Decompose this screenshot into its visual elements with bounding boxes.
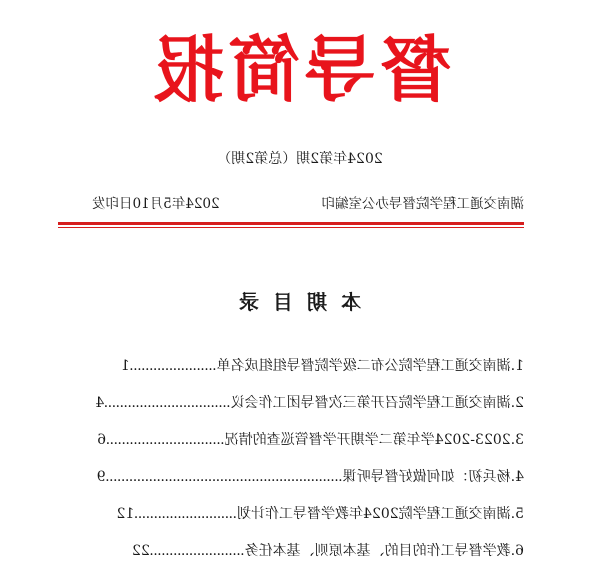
toc-item-page: 9 [96,469,106,485]
toc-item-number: 2. [510,395,524,411]
publisher: 湖南交通工程学院督导办公室编印 [321,196,524,212]
toc-item-number: 5. [510,506,524,522]
toc-item[interactable] [92,392,524,429]
toc-item-number: 4. [510,469,524,485]
toc-item-leader: ............................................................ [105,469,343,485]
toc-item[interactable] [92,429,524,466]
toc-item-title: 2023-2024学年第二学期开学督管巡查的情况 [224,432,511,448]
toc-item-title: 湖南交通工程学院召开第三次督导团工作会议 [230,395,511,411]
toc-item-leader: .......................... [134,506,237,522]
toc-item-title: 湖南交通工程学院2024年教学督导工作计划 [237,506,511,522]
toc-item-leader: ...................... [129,358,217,374]
toc-item-leader: ................................ [104,395,231,411]
toc-item[interactable] [92,466,524,503]
toc-item-page: 22 [132,543,150,559]
header-rule-thick [58,222,524,225]
toc-item-title: 教学督导工作的目的、基本原则、基本任务 [244,543,511,559]
masthead-title: 督导简报 [148,28,453,112]
toc-title: 本期目录 [225,290,361,314]
toc-item-number: 6. [510,543,524,559]
toc-item-number: 1. [510,358,524,374]
toc-list [92,355,524,577]
toc-item-number: 3. [510,432,524,448]
toc-item-title: 杨兵初：如何做好督导听课 [342,469,511,485]
toc-item-page: 12 [116,506,135,522]
print-date: 2024年5月10日印发 [92,196,220,212]
toc-item-title: 湖南交通工程学院公布二级学院督导组组成名单 [216,358,511,374]
toc-item-leader: .............................. [106,432,225,448]
toc-item-page: 4 [95,395,105,411]
toc-item-leader: ........................ [149,543,245,559]
toc-item[interactable] [92,540,524,577]
toc-item-page: 6 [97,432,107,448]
issue-number: 2024年第2期（总第2期） [217,151,383,167]
toc-item[interactable] [92,503,524,540]
toc-item-page: 1 [120,358,130,374]
header-rule-thin [58,227,524,228]
toc-item[interactable] [92,355,524,392]
